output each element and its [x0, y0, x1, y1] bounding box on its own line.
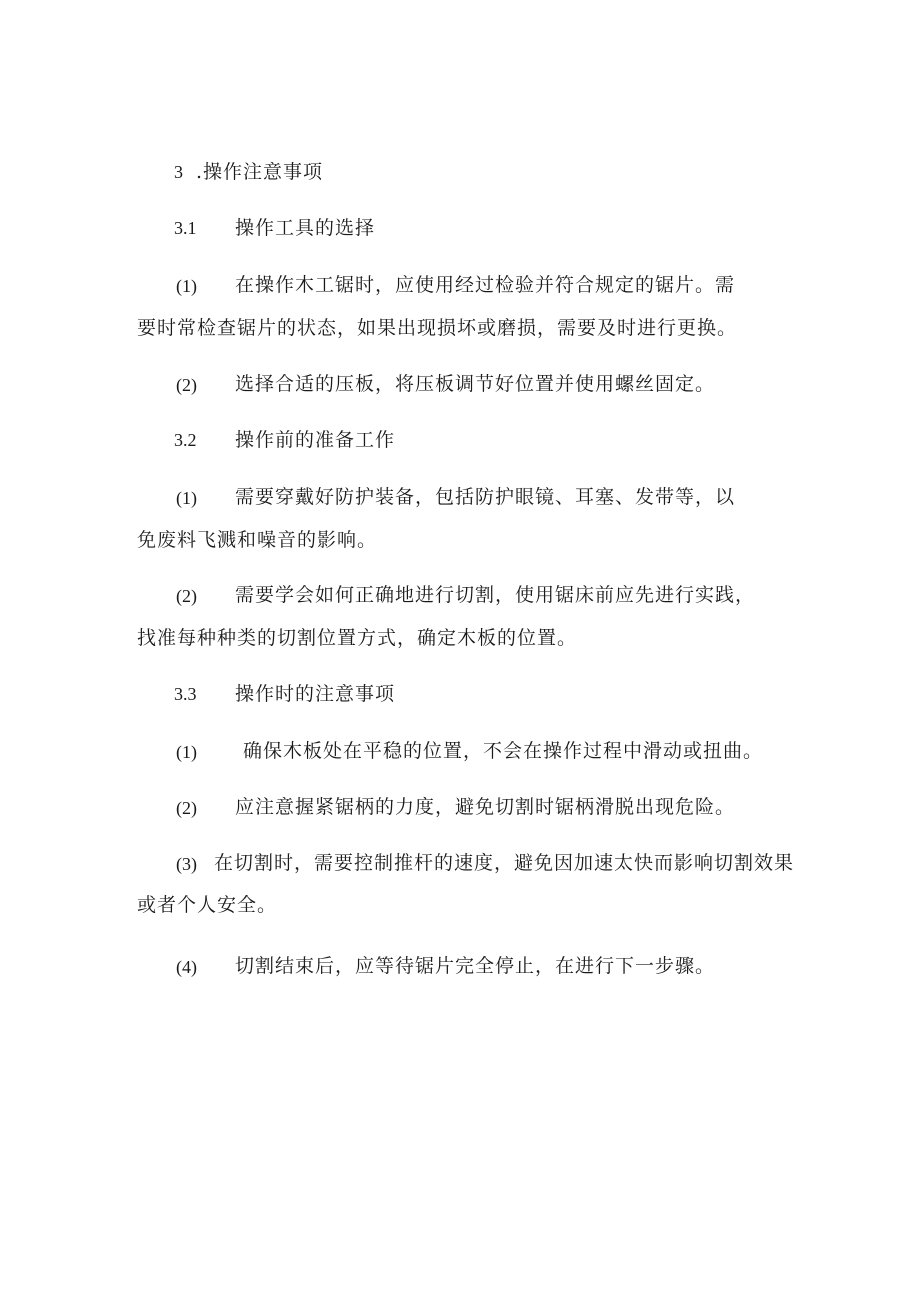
subsection-title: 操作工具的选择 — [235, 217, 376, 239]
item-marker: (2) — [176, 586, 197, 606]
subsection-number: 3.2 — [174, 430, 197, 450]
item-text-line2: 找准每种种类的切割位置方式，确定木板的位置。 — [137, 627, 578, 649]
item-text-line2: 或者个人安全。 — [137, 894, 278, 916]
item-text-line1: 在切割时，需要控制推杆的速度，避免因加速太快而影响切割效果 — [214, 852, 795, 874]
item-text-line1: 需要学会如何正确地进行切割，使用锯床前应先进行实践， — [235, 584, 756, 606]
item-marker: (4) — [176, 957, 197, 977]
item-text-line2: 免废料飞溅和噪音的影响。 — [137, 529, 378, 551]
item-text-line1: 切割结束后，应等待锯片完全停止，在进行下一步骤。 — [235, 955, 716, 977]
item-marker: (2) — [176, 375, 197, 395]
item-marker: (3) — [176, 854, 197, 874]
item-text-line1: 需要穿戴好防护装备，包括防护眼镜、耳塞、发带等，以 — [235, 486, 736, 508]
item-text-line1: 选择合适的压板，将压板调节好位置并使用螺丝固定。 — [235, 373, 716, 395]
item-marker: (2) — [176, 798, 197, 818]
subsection-number: 3.1 — [174, 218, 197, 238]
item-marker: (1) — [176, 276, 197, 296]
subsection-number: 3.3 — [174, 684, 197, 704]
subsection-title: 操作时的注意事项 — [235, 683, 396, 705]
item-text-line2: 要时常检查锯片的状态，如果出现损坏或磨损，需要及时进行更换。 — [137, 317, 738, 339]
subsection-title: 操作前的准备工作 — [235, 429, 396, 451]
item-marker: (1) — [176, 488, 197, 508]
item-text-line1: 在操作木工锯时，应使用经过检验并符合规定的锯片。需 — [235, 274, 736, 296]
item-marker: (1) — [176, 742, 197, 762]
item-text-line1: 应注意握紧锯柄的力度，避免切割时锯柄滑脱出现危险。 — [235, 796, 736, 818]
item-text-line1: 确保木板处在平稳的位置，不会在操作过程中滑动或扭曲。 — [243, 740, 764, 762]
heading-title: .操作注意事项 — [196, 161, 324, 183]
heading-number: 3 — [174, 162, 183, 182]
